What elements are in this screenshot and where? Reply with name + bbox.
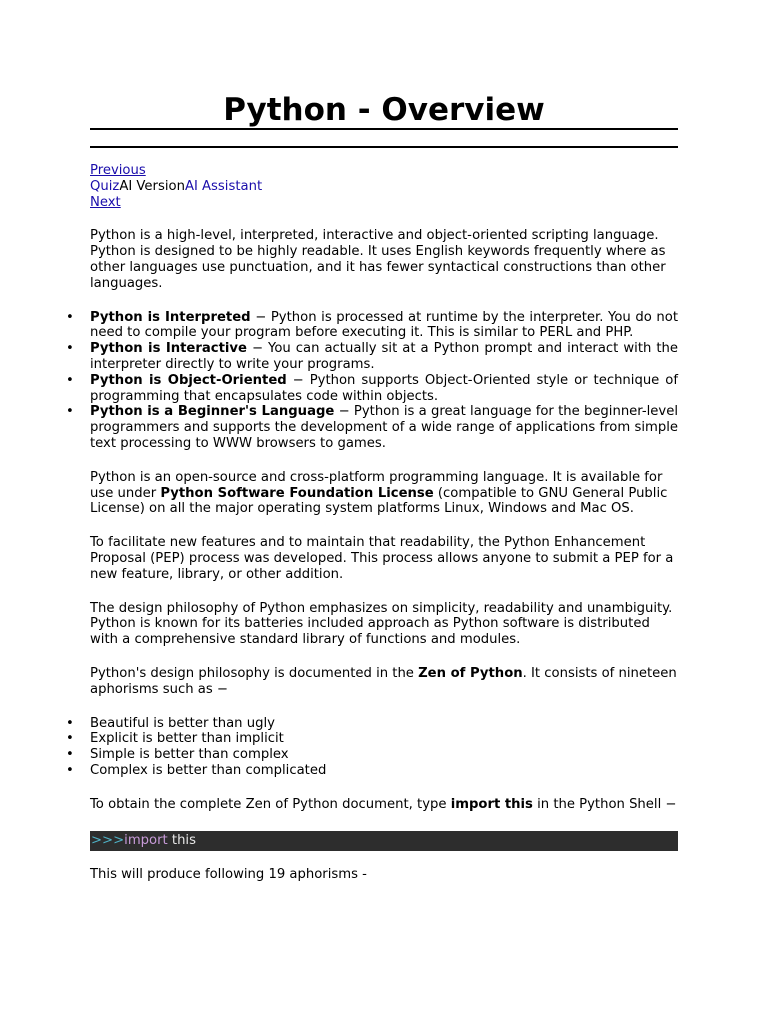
obtain-text-after: in the Python Shell − (532, 796, 677, 812)
feature-desc: − Python is a great language for the beginner-level programmers and supports the development of a wide range of applications from simple text processing to WWW browsers to games. (90, 404, 678, 451)
code-keyword: import (124, 832, 168, 848)
list-item: • Simple is better than complex (90, 747, 678, 763)
zen-paragraph (90, 666, 678, 698)
quiz-link[interactable]: Quiz (90, 178, 120, 194)
license-text-after: (compatible to GNU General Public License) on all the major operating system platforms Linux, Windows and Mac OS. (90, 485, 668, 517)
title-divider-top (90, 128, 678, 130)
navigation-links (90, 163, 678, 210)
zen-name: Zen of Python (418, 665, 523, 681)
license-paragraph (90, 470, 678, 517)
ai-assistant-link[interactable]: AI Assistant (184, 178, 263, 194)
features-list (90, 310, 678, 452)
zen-text: Python's design philosophy is documented in the (90, 665, 419, 681)
license-name: Python Software Foundation License (160, 485, 434, 501)
pep-paragraph: To facilitate new features and to maintain that readability, the Python Enhancement Proposal (PEP) process was developed. This process allows anyone to submit a PEP for a new feature, library, or other addition. (90, 535, 674, 582)
import-this-command: import this (450, 796, 533, 812)
ai-version-label[interactable]: AI Version (119, 178, 185, 194)
obtain-paragraph (90, 797, 678, 813)
list-item: • Explicit is better than implicit (90, 731, 678, 747)
list-item (90, 341, 678, 373)
next-link[interactable]: Next (90, 194, 121, 210)
closing-paragraph: This will produce following 19 aphorisms - (90, 866, 367, 882)
aphorisms-list (90, 716, 678, 779)
list-item (90, 310, 678, 342)
intro-paragraph: Python is a high-level, interpreted, interactive and object-oriented scripting language. Python is designed to be highly readable. It uses English keywords frequently where as other languages use punctuation, and it has fewer syntactical constructions than other languages. (90, 228, 666, 291)
feature-desc: − Python is processed at runtime by the interpreter. You do not need to compile your program before executing it. This is similar to PERL and PHP. (90, 309, 678, 341)
code-rest: this (167, 832, 196, 848)
feature-term: Python is a Beginner's Language (90, 404, 335, 420)
list-item (90, 373, 678, 405)
page-title: Python - Overview (223, 92, 545, 128)
feature-term: Python is Object-Oriented (90, 372, 287, 388)
feature-term: Python is Interpreted (90, 309, 251, 325)
list-item: • Complex is better than complicated (90, 763, 678, 779)
license-text: Python is an open-source and cross-platform programming language. It is available for use under (90, 469, 663, 501)
list-item (90, 404, 678, 451)
code-block (90, 831, 678, 851)
title-divider-bottom (90, 146, 678, 148)
obtain-text: To obtain the complete Zen of Python document, type (90, 796, 451, 812)
list-item: • Beautiful is better than ugly (90, 716, 678, 732)
code-prompt: >>> (91, 832, 125, 848)
feature-term: Python is Interactive (90, 341, 247, 357)
feature-desc: − You can actually sit at a Python prompt and interact with the interpreter directly to write your programs. (90, 341, 678, 372)
zen-text-after: . It consists of nineteen aphorisms such as − (90, 665, 677, 697)
previous-link[interactable]: Previous (90, 163, 146, 178)
article-content (90, 163, 678, 900)
philosophy-paragraph: The design philosophy of Python emphasizes on simplicity, readability and unambiguity. Python is known for its batteries included approach as Python software is distributed with a comprehensive standard library of functions and modules. (90, 600, 673, 648)
feature-desc: − Python supports Object-Oriented style or technique of programming that encapsulates code within objects. (90, 372, 678, 404)
